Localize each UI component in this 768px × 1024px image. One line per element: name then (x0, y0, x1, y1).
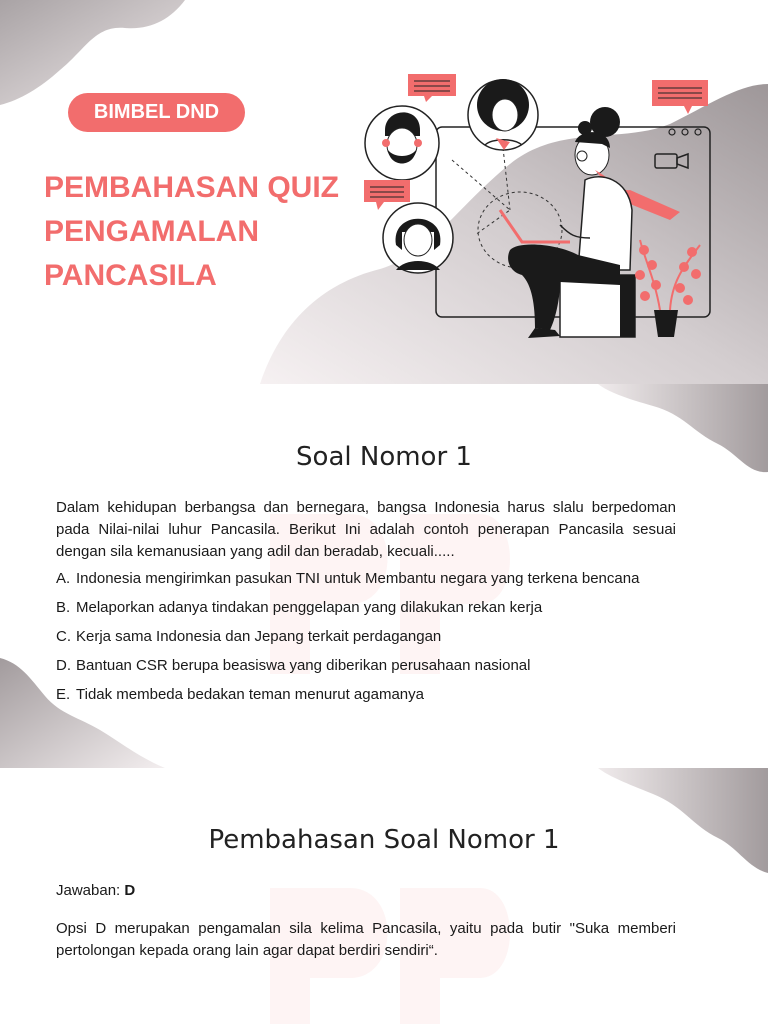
answer-heading: Pembahasan Soal Nomor 1 (208, 825, 560, 855)
woman-with-laptop-figure (500, 107, 680, 338)
option-letter: B. (56, 599, 71, 616)
question-heading: Soal Nomor 1 (296, 442, 472, 472)
answer-value: D (124, 882, 136, 899)
top-right-blob (598, 768, 768, 873)
question-text: Dalam kehidupan berbangsa dan bernegara, bangsa Indonesia harus slalu berpedoman pada Nilai-nilai luhur Pancasila. Berikut Ini adalah contoh penerapan Pancasila sesuai dengan sila kemanusiaan yang adil dan beradab, kecuali..... (56, 499, 676, 560)
explanation-text: Opsi D merupakan pengamalan sila kelima Pancasila, yaitu pada butir "Suka memberi pertolongan kepada orang lain agar dapat berdiri sendiri“. (56, 920, 676, 959)
cover-slide (0, 0, 768, 384)
answer-slide (0, 768, 768, 1024)
option-c (56, 626, 676, 648)
option-text: Melaporkan adanya tindakan penggelapan yang dilakukan rekan kerja (76, 599, 543, 616)
cover-title-line-1: PEMBAHASAN QUIZ (44, 171, 340, 204)
option-text: Indonesia mengirimkan pasukan TNI untuk Membantu negara yang terkena bencana (76, 570, 640, 587)
option-letter: E. (56, 686, 71, 703)
avatar-curly-hair (468, 79, 538, 150)
chat-bubble-icon (652, 80, 708, 114)
answer-line (56, 882, 135, 899)
option-letter: A. (56, 570, 71, 587)
option-e (56, 684, 676, 706)
option-text: Bantuan CSR berupa beasiswa yang diberikan perusahaan nasional (76, 657, 531, 674)
option-text: Kerja sama Indonesia dan Jepang terkait perdagangan (76, 628, 442, 645)
answer-label: Jawaban: (56, 882, 121, 899)
option-text: Tidak membeda bedakan teman menurut agamanya (76, 686, 424, 703)
option-b (56, 597, 676, 619)
option-d (56, 655, 676, 677)
online-meeting-illustration (260, 60, 768, 360)
chat-bubble-icon (364, 180, 410, 210)
video-camera-icon (655, 154, 677, 168)
chat-bubble-icon (408, 74, 456, 102)
option-letter: D. (56, 657, 71, 674)
answer-options (56, 568, 676, 713)
avatar-woman (383, 203, 453, 273)
option-letter: C. (56, 628, 71, 645)
plant-icon (635, 240, 701, 337)
cover-title-line-2: PENGAMALAN (44, 215, 259, 248)
question-slide (0, 384, 768, 768)
avatar-bearded-man (365, 106, 439, 180)
cover-title-line-3: PANCASILA (44, 259, 217, 292)
badge-bimbel: BIMBEL DND (68, 93, 245, 132)
option-a (56, 568, 676, 590)
